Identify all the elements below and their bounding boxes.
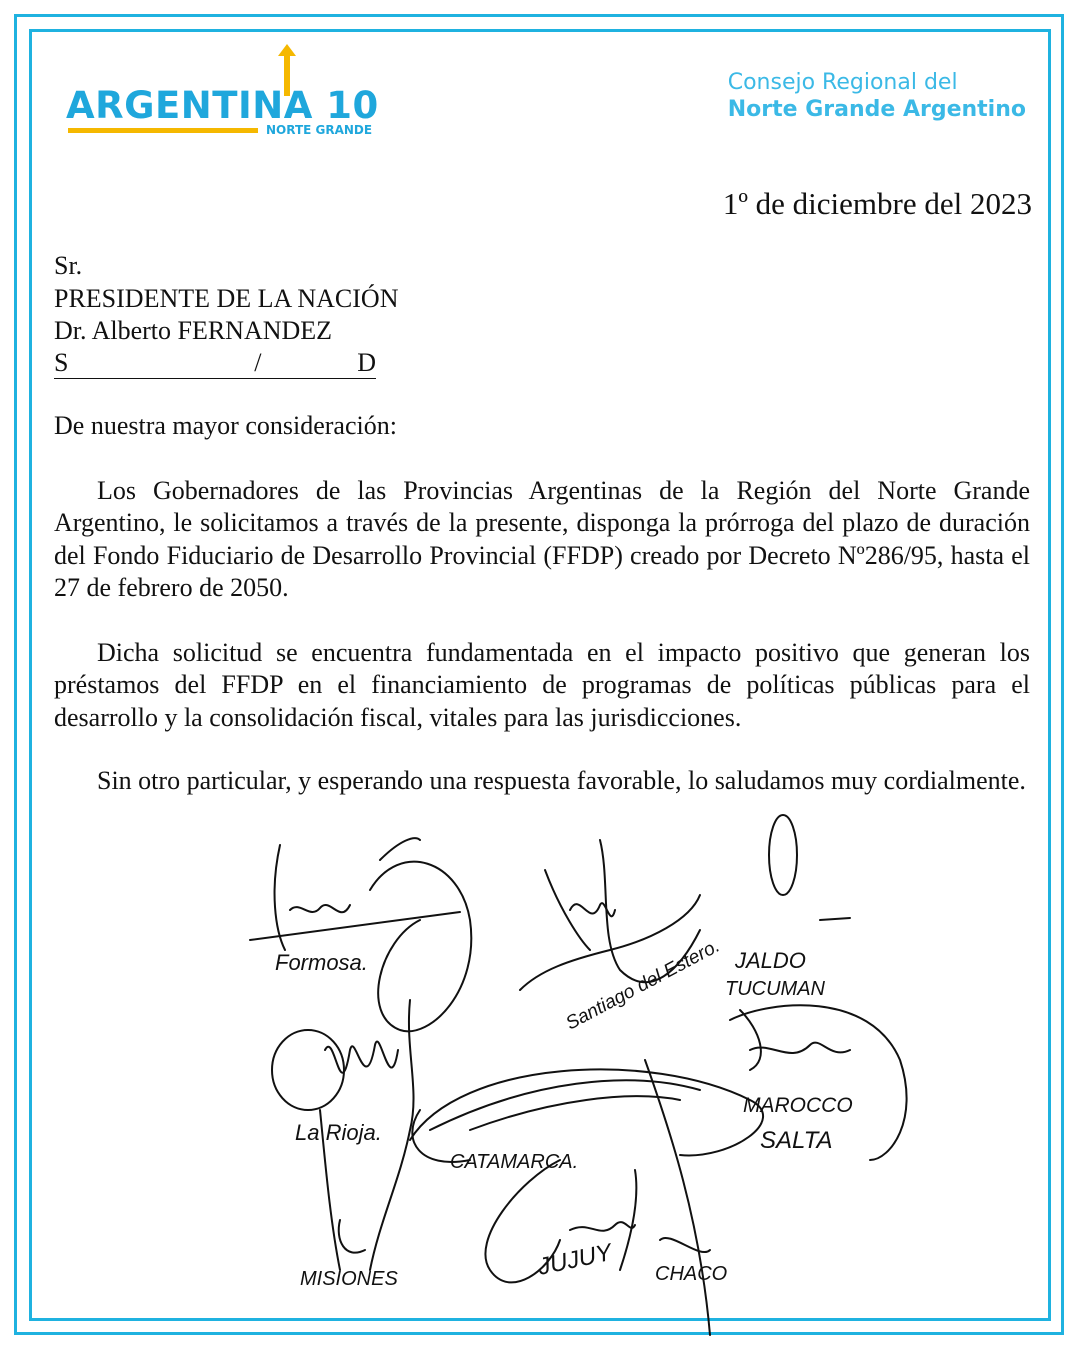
- signature-formosa: [250, 838, 471, 1031]
- council-logo: [728, 70, 1026, 122]
- sd-d: D: [357, 347, 376, 377]
- signature-la-rioja: [272, 1000, 414, 1270]
- paragraph-1: Los Gobernadores de las Provincias Argentinas de la Región del Norte Grande Argentino, le solicitamos a través de la presente, disponga la prórroga del plazo de duración del Fondo Fiduciario de Desarrollo Provincial (FFDP) creado por Decreto Nº286/95, hasta el 27 de febrero de 2050.: [54, 476, 1030, 602]
- council-line-1: Consejo Regional del: [727, 70, 958, 95]
- paragraph-3: Sin otro particular, y esperando una respuesta favorable, lo saludamos muy cordialmente.: [97, 766, 1026, 795]
- logo-underline: [68, 128, 258, 133]
- signature-label-salta: SALTA: [760, 1127, 833, 1154]
- sd-line: [54, 348, 376, 379]
- signature-label-chaco: CHACO: [655, 1263, 728, 1285]
- signatures-area: [230, 800, 950, 1340]
- signature-chaco: [645, 1060, 727, 1335]
- signature-label-misiones: MISIONES: [300, 1268, 398, 1290]
- council-line-2: Norte Grande Argentino: [727, 97, 1026, 122]
- signature-label-jaldo: JALDO: [735, 948, 806, 973]
- signature-jujuy: [485, 1160, 636, 1282]
- signature-catamarca: [410, 1069, 763, 1173]
- recipient-name: Dr. Alberto FERNANDEZ: [54, 316, 333, 345]
- salutation: Sr.: [54, 251, 83, 280]
- letter-date: 1º de diciembre del 2023: [722, 186, 1032, 221]
- sd-s: S: [54, 347, 69, 377]
- signature-tucuman: [725, 815, 850, 1000]
- addressee-block: [54, 250, 399, 379]
- sd-slash: /: [254, 347, 262, 377]
- signature-label-marocco: MAROCCO: [743, 1094, 853, 1117]
- signature-label-jujuy: JUJUY: [535, 1238, 615, 1281]
- greeting: De nuestra mayor consideración:: [54, 411, 397, 440]
- signature-label-tucuman: TUCUMAN: [725, 978, 825, 1000]
- logo-subtitle: NORTE GRANDE: [266, 123, 373, 137]
- signature-label-catamarca: CATAMARCA.: [450, 1151, 579, 1173]
- logo-title: ARGENTINA 10: [66, 84, 379, 127]
- recipient-title: PRESIDENTE DE LA NACIÓN: [54, 283, 399, 313]
- signature-label-la-rioja: La Rioja.: [295, 1120, 382, 1145]
- paragraph-2: Dicha solicitud se encuentra fundamentada en el impacto positivo que generan los préstamos del FFDP en el financiamiento de programas de políticas públicas para el desarrollo y la consolidación fiscal, vitales para las jurisdicciones.: [54, 638, 1030, 732]
- signature-label-formosa: Formosa.: [275, 950, 368, 975]
- signature-misiones: [300, 1220, 398, 1290]
- signature-label-santiago: Santiago del Estero.: [562, 935, 724, 1035]
- signature-santiago: [520, 840, 723, 1034]
- argentina-10-logo: [66, 44, 396, 144]
- signature-salta: [730, 1005, 907, 1160]
